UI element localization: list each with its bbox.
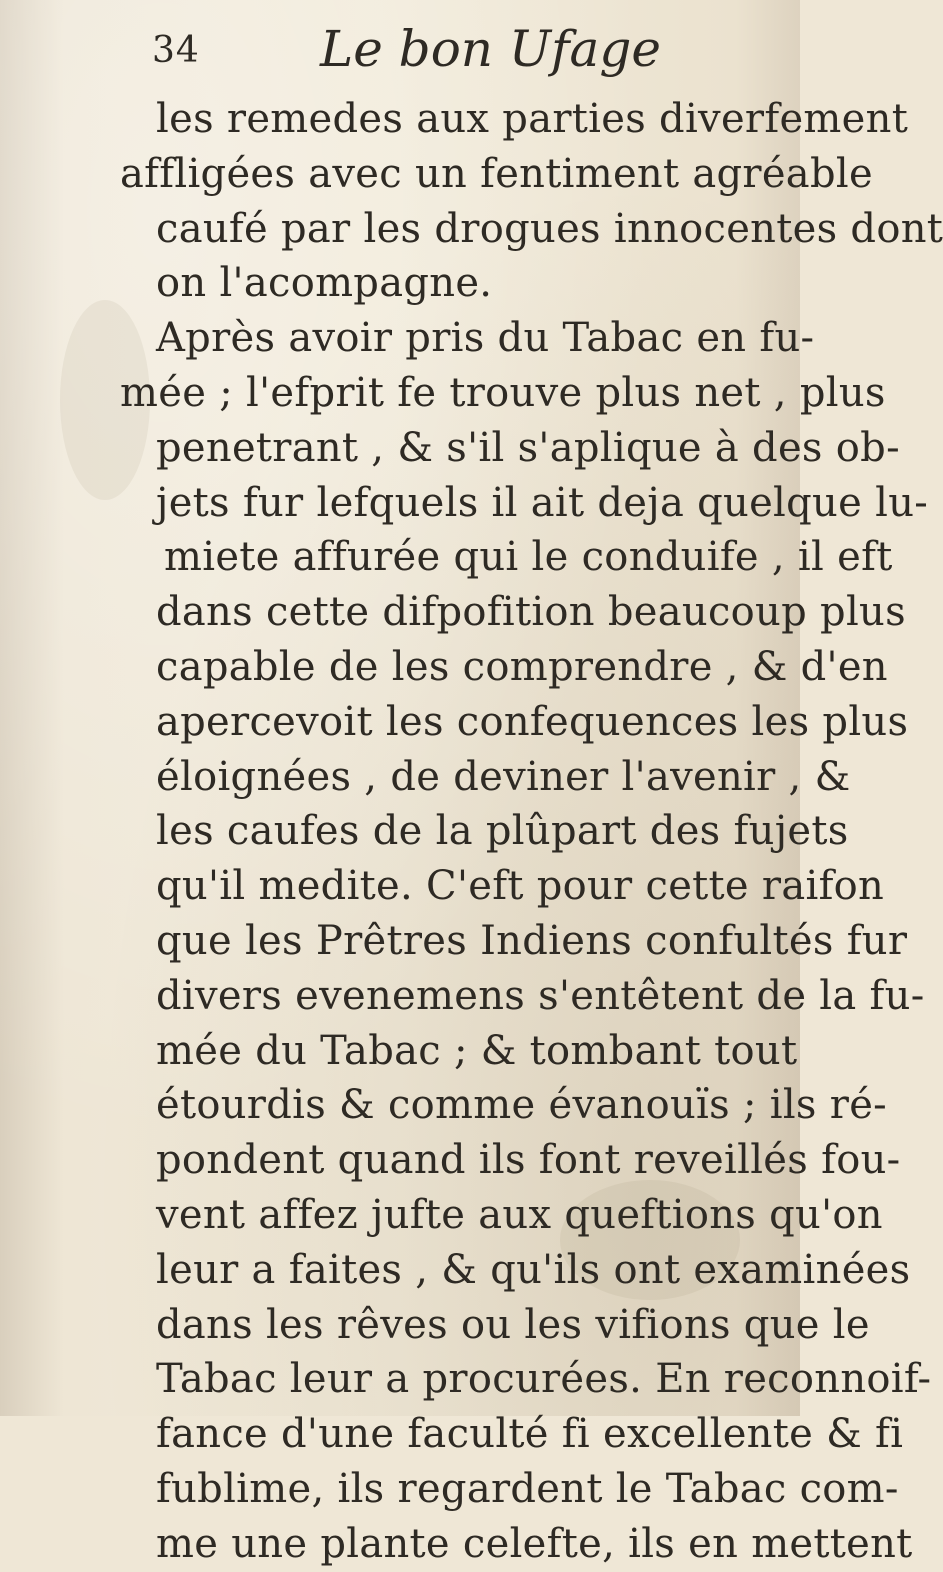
text-line: étourdis & comme évanouïs ; ils ré- — [156, 1082, 887, 1129]
text-line: apercevoit les confequences les plus — [156, 698, 909, 745]
text-line: Après avoir pris du Tabac en fu- — [156, 315, 815, 362]
text-line: éloignées , de deviner l'avenir , & — [156, 753, 851, 800]
text-line: vent affez jufte aux queftions qu'on — [156, 1191, 883, 1238]
text-line: fublime, ils regardent le Tabac com- — [156, 1465, 899, 1512]
body-text — [120, 92, 943, 1572]
text-line: jets fur lefquels il ait deja quelque lu- — [156, 479, 929, 526]
text-line: mée ; l'efprit fe trouve plus net , plus — [120, 369, 886, 416]
text-line: fance d'une faculté fi excellente & fi — [156, 1411, 904, 1458]
text-line: dans les rêves ou les vifions que le — [156, 1301, 870, 1348]
text-line: affligées avec un fentiment agréable — [120, 150, 873, 197]
text-line: pondent quand ils font reveillés fou- — [156, 1137, 901, 1184]
text-line: divers evenemens s'entêtent de la fu- — [156, 972, 925, 1019]
text-line: Tabac leur a procurées. En reconnoif- — [156, 1356, 932, 1403]
text-line: miete affurée qui le conduife , il eft — [164, 534, 893, 581]
page-number: 34 — [152, 30, 200, 71]
text-line: on l'acompagne. — [156, 260, 493, 307]
text-line: me une plante celefte, ils en mettent — [156, 1520, 913, 1567]
running-title: Le bon Ufage — [320, 20, 661, 78]
text-line: qu'il medite. C'eft pour cette raifon — [156, 863, 885, 910]
text-line: leur a faites , & qu'ils ont examinées — [156, 1246, 911, 1293]
text-line: les caufes de la plûpart des fujets — [156, 808, 849, 855]
text-line: les remedes aux parties diverfement — [156, 96, 909, 142]
page-header — [120, 20, 760, 80]
text-line: penetrant , & s'il s'aplique à des ob- — [156, 424, 900, 471]
text-line: caufé par les drogues innocentes dont — [156, 205, 943, 252]
text-line: mée du Tabac ; & tombant tout — [156, 1027, 798, 1074]
text-line: dans cette difpofition beaucoup plus — [156, 589, 906, 636]
text-line: que les Prêtres Indiens confultés fur — [156, 917, 908, 964]
text-line: capable de les comprendre , & d'en — [156, 643, 888, 690]
